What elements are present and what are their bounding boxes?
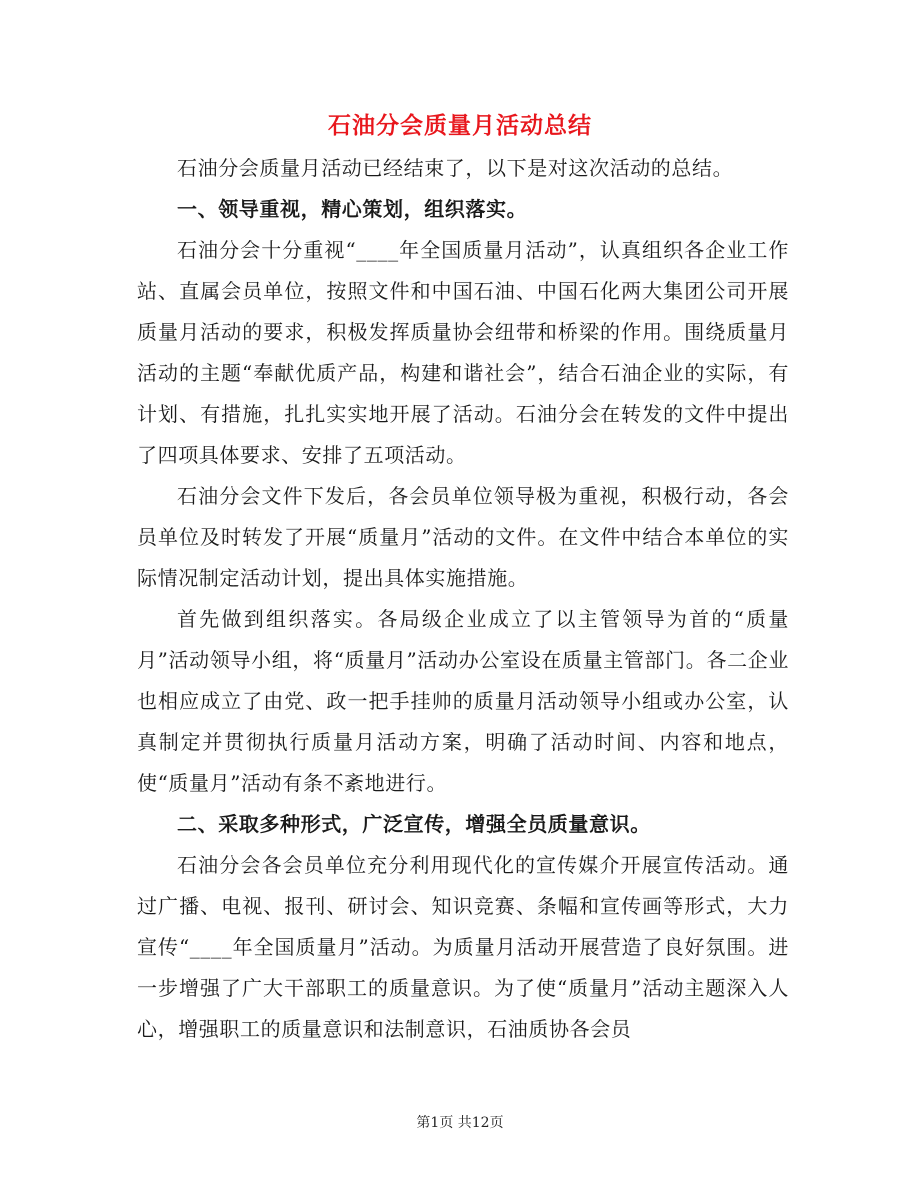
section-1-paragraph-2: 石油分会文件下发后，各会员单位领导极为重视，积极行动，各会员单位及时转发了开展“质量月”活动的文件。在文件中结合本单位的实际情况制定活动计划，提出具体实施措施。	[137, 484, 789, 590]
section-1-paragraph-3: 首先做到组织落实。各局级企业成立了以主管领导为首的“质量月”活动领导小组，将“质量月”活动办公室设在质量主管部门。各二企业也相应成立了由党、政一把手挂帅的质量月活动领导小组或办公室，认真制定并贯彻执行质量月活动方案，明确了活动时间、内容和地点，使“质量月”活动有条不紊地进行。	[137, 607, 789, 795]
document-body	[137, 148, 789, 1050]
section-1-paragraph-1: 石油分会十分重视“____年全国质量月活动”，认真组织各企业工作站、直属会员单位，按照文件和中国石油、中国石化两大集团公司开展质量月活动的要求，积极发挥质量协会纽带和桥梁的作用。围绕质量月活动的主题“奉献优质产品，构建和谐社会”，结合石油企业的实际，有计划、有措施，扎扎实实地开展了活动。石油分会在转发的文件中提出了四项具体要求、安排了五项活动。	[137, 238, 789, 467]
intro-paragraph: 石油分会质量月活动已经结束了，以下是对这次活动的总结。	[177, 156, 734, 180]
page-number-footer: 第1页 共12页	[416, 1115, 504, 1131]
section-2-paragraph-1: 石油分会各会员单位充分利用现代化的宣传媒介开展宣传活动。通过广播、电视、报刊、研讨会、知识竞赛、条幅和宣传画等形式，大力宣传“____年全国质量月”活动。为质量月活动开展营造了良好氛围。进一步增强了广大干部职工的质量意识。为了使“质量月”活动主题深入人心，增强职工的质量意识和法制意识，石油质协各会员	[137, 853, 789, 1041]
document-title: 石油分会质量月活动总结	[328, 112, 592, 139]
section-2-heading: 二、采取多种形式，广泛宣传，增强全员质量意识。	[177, 812, 651, 836]
section-1-heading: 一、领导重视，精心策划，组织落实。	[177, 197, 528, 221]
